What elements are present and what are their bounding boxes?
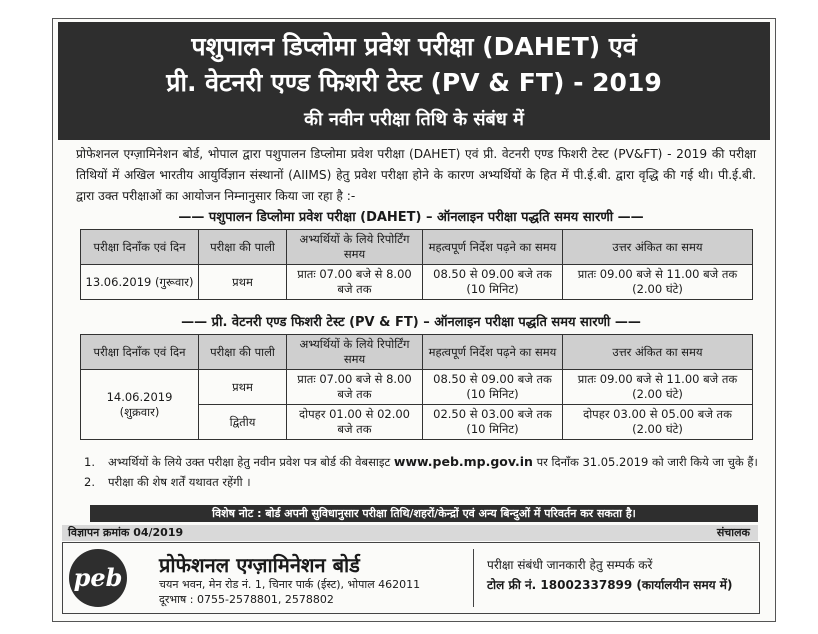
cell-shift: प्रथम: [199, 265, 287, 300]
cell-shift: प्रथम: [199, 370, 287, 405]
notice-header: [58, 22, 770, 140]
table2-caption: —— प्री. वेटनरी एण्ड फिशरी टेस्ट (PV & FT) – ऑनलाइन परीक्षा पद्धति समय सारणी ——: [181, 315, 641, 330]
advert-bar: [62, 525, 758, 541]
cell-answer: दोपहर 03.00 से 05.00 बजे तक (2.00 घंटे): [563, 405, 753, 440]
note-text: परीक्षा की शेष शर्तें यथावत रहेंगी ।: [108, 475, 251, 489]
col-answer: उत्तर अंकित का समय: [563, 230, 753, 265]
logo-text: peb: [73, 563, 123, 592]
col-shift: परीक्षा की पाली: [199, 335, 287, 370]
cell-shift: द्वितीय: [199, 405, 287, 440]
table-row: [81, 370, 753, 405]
cell-date: 14.06.2019 (शुक्रवार): [81, 370, 199, 440]
col-shift: परीक्षा की पाली: [199, 230, 287, 265]
col-date: परीक्षा दिनाँक एवं दिन: [81, 335, 199, 370]
cell-reporting: प्रातः 07.00 बजे से 8.00 बजे तक: [287, 265, 423, 300]
contact-line2: टोल फ्री नं. 18002337899 (कार्यालयीन समय में): [487, 578, 733, 592]
signatory: संचालक: [716, 526, 750, 539]
note-text-post: पर दिनाँक 31.05.2019 को जारी किये जा चुके हैं।: [536, 455, 758, 469]
list-item: [84, 454, 764, 470]
table-header-row: [81, 335, 753, 370]
cell-instructions: 02.50 से 03.00 बजे तक (10 मिनिट): [423, 405, 563, 440]
col-answer: उत्तर अंकित का समय: [563, 335, 753, 370]
special-notice: विशेष नोट : बोर्ड अपनी सुविधानुसार परीक्षा तिथि/शहरों/केन्द्रों एवं अन्य बिन्दुओं में परिवर्तन कर सकता है।: [90, 505, 758, 522]
footer-divider: [473, 549, 474, 607]
notes-list: [84, 454, 764, 490]
header-subtitle: की नवीन परीक्षा तिथि के संबंध में: [304, 109, 524, 130]
cell-reporting: दोपहर 01.00 से 02.00 बजे तक: [287, 405, 423, 440]
phone-line: दूरभाष : 0755-2578801, 2578802: [159, 593, 334, 606]
note-number: 1.: [84, 455, 95, 469]
advert-number: विज्ञापन क्रमांक 04/2019: [68, 526, 184, 539]
cell-instructions: 08.50 से 09.00 बजे तक (10 मिनिट): [423, 370, 563, 405]
list-item: [84, 474, 764, 490]
cell-reporting: प्रातः 07.00 बजे से 8.00 बजे तक: [287, 370, 423, 405]
col-instructions: महत्वपूर्ण निर्देश पढ़ने का समय: [423, 335, 563, 370]
cell-date: 13.06.2019 (गुरूवार): [81, 265, 199, 300]
cell-answer: प्रातः 09.00 बजे से 11.00 बजे तक (2.00 घंटे): [563, 370, 753, 405]
address-line: चयन भवन, मेन रोड नं. 1, चिनार पार्क (ईस्ट), भोपाल 462011: [159, 578, 421, 591]
pvft-schedule-table: [80, 334, 753, 440]
dahet-schedule-table: [80, 229, 753, 300]
website-link[interactable]: www.peb.mp.gov.in: [393, 454, 533, 469]
header-title-line2: प्री. वेटनरी एण्ड फिशरी टेस्ट (PV & FT) - 2019: [166, 68, 662, 97]
col-date: परीक्षा दिनाँक एवं दिन: [81, 230, 199, 265]
footer: [62, 542, 760, 614]
col-reporting: अभ्यर्थियों के लिये रिपोर्टिंग समय: [287, 230, 423, 265]
cell-answer: प्रातः 09.00 बजे से 11.00 बजे तक (2.00 घंटे): [563, 265, 753, 300]
table1-caption: —— पशुपालन डिप्लोमा प्रवेश परीक्षा (DAHET) – ऑनलाइन परीक्षा पद्धति समय सारणी ——: [178, 210, 644, 225]
contact-line1: परीक्षा संबंधी जानकारी हेतु सम्पर्क करें: [487, 558, 653, 572]
peb-logo: [69, 549, 127, 607]
cell-instructions: 08.50 से 09.00 बजे तक (10 मिनिट): [423, 265, 563, 300]
col-instructions: महत्वपूर्ण निर्देश पढ़ने का समय: [423, 230, 563, 265]
org-name: प्रोफेशनल एग्ज़ामिनेशन बोर्ड: [159, 553, 360, 577]
col-reporting: अभ्यर्थियों के लिये रिपोर्टिंग समय: [287, 335, 423, 370]
note-text: [108, 454, 758, 470]
table-row: [81, 265, 753, 300]
intro-paragraph: प्रोफेशनल एग्ज़ामिनेशन बोर्ड, भोपाल द्वारा पशुपालन डिप्लोमा प्रवेश परीक्षा (DAHET) एवं प्री. वेटनरी एण्ड फिशरी टेस्ट (PV&FT) - 2019 की परीक्षा तिथियों में अखिल भारतीय आयुर्विज्ञान संस्थानों (AIIMS) हेतु प्रवेश परीक्षा होने के कारण अभ्यर्थियों के हित में पी.ई.बी. द्वारा वृद्धि की गई थी। पी.ई.बी. द्वारा उक्त परीक्षाओं का आयोजन निम्नानुसार किया जा रहा है :-: [76, 147, 756, 203]
header-title-line1: पशुपालन डिप्लोमा प्रवेश परीक्षा (DAHET) एवं: [191, 32, 637, 61]
contact-info: [487, 555, 732, 595]
org-address: [159, 577, 420, 607]
note-number: 2.: [84, 475, 95, 489]
table-header-row: [81, 230, 753, 265]
note-text-pre: अभ्यर्थियों के लिये उक्त परीक्षा हेतु नवीन प्रवेश पत्र बोर्ड की वेबसाइट: [108, 455, 391, 469]
